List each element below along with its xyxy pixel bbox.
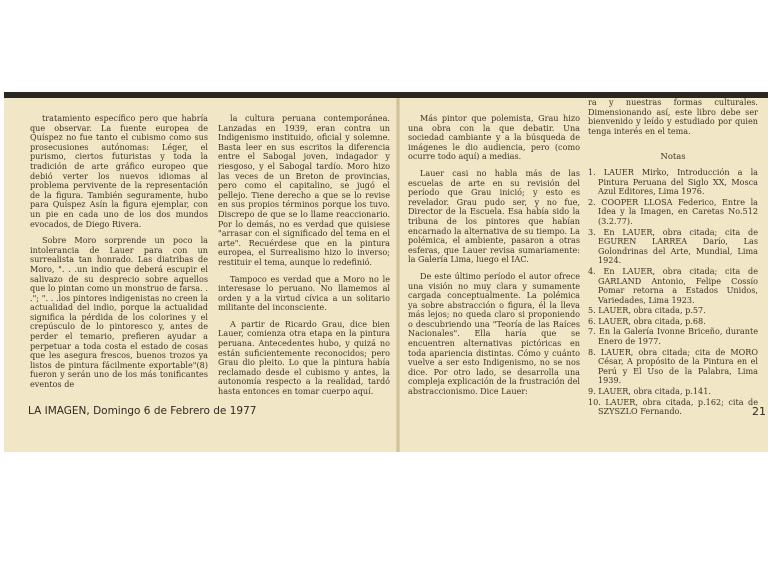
col2-paragraph: la cultura peruana contemporánea. Lanzadas en 1939, eran contra un Indigenismo instituido, oficial y solemne. Basta leer en sus escritos la diferencia entre el Sabogal joven, indagador y riesgoso, y el Sabogal tardío. Moro hizo las veces de un Breton de provincias, pero como el capitalino, se jugó el pellejo. Tiene derecho a que se lo revise en sus propios términos porque los tuvo. Discrepo de que se lo llame reaccionario. Por lo demás, no es verdad que quisiese "arrasar con el significado del tema en el arte". Recuérdese que en la pintura europea, el Surrealismo hizo lo inverso; restituir el tema, aunque lo redefinió. (218, 113, 390, 267)
col3-paragraph: Más pintor que polemista, Grau hizo una obra con la que debatir. Una sociedad cambiante y a la búsqueda de imágenes le dio audiencia, pero (como ocurre todo aquí) a medias. (408, 113, 580, 162)
col4-intro: ra y nuestras formas culturales. Dimensionando así, este libro debe ser bienvenido y leído y estudiado por quien tenga interés en el tema. (588, 97, 758, 136)
note-item: 6. LAUER, obra citada, p.68. (588, 315, 706, 326)
note-item: 9. LAUER, obra citada, p.141. (588, 386, 711, 397)
notes-title: Notas (660, 151, 686, 162)
page-fold (396, 98, 400, 452)
footer-publication-date: LA IMAGEN, Domingo 6 de Febrero de 1977 (28, 405, 257, 417)
note-item: 8. LAUER, obra citada; cita de MORO César, A propósito de la Pintura en el Perú y El Uso de la Palabra, Lima 1939. (588, 346, 758, 386)
col3-paragraph: De este último período el autor ofrece una visión no muy clara y sumamente cargada conceptualmente. La polémica ya sobre abstracción o figura, él la lleva más lejos; no queda claro si proponiendo o descubriendo una "Teoría de las Raíces Nacionales". Ella haría que se encuentren alternativas pictóricas en toda apariencia distintas. Cómo y cuánto vuelve a ser esto Indigenismo, no se nos dice. Por otro lado, se desarrolla una compleja explicación de la frustración del abstraccionismo. Dice Lauer: (408, 270, 580, 397)
col1-paragraph: Sobre Moro sorprende un poco la intolerancia de Lauer para con un surrealista tan honrado. Las diatribas de Moro, ". . .un indio que deberá escupir el salivazo de su desprecio sobre aquellos que lo pintan como un monstruo de farsa. . ."; ". . .los pintores indigenistas no creen la actualidad del indio, porque la actualidad significa la pérdida de los colorines y el crepúsculo de lo pintoresco y, antes de perder el temario, prefieren ayudar a perpetuar a toda costa el estado de cosas que les asegura frescos, buenos trozos ya listos de pintura fácilmente exportable"(8) fueron y serán uno de los más tonificantes eventos de (30, 235, 208, 390)
column-1 (30, 114, 208, 390)
note-item: 5. LAUER, obra citada, p.57. (588, 305, 706, 316)
col2-paragraph: A partir de Ricardo Grau, dice bien Lauer, comienza otra etapa en la pintura peruana. Antecedentes hubo, y quizá no están suficientemente reconocidos; pero Grau dio pleito. Lo que la pintura había reclamado desde el cubismo y antes, la autonomía respecto a la realidad, tardó hasta entonces en tomar cuerpo aquí. (218, 318, 390, 397)
newspaper-scan (4, 92, 768, 452)
column-4 (588, 98, 758, 418)
col1-paragraph: tratamiento específico pero que habría que observar. La fuente europea de Quíspez no fue tanto el cubismo como sus prosecusiones autónomas: Léger, el purismo, ciertos futuristas y toda la tradición de arte gráfico europeo que debió verter los nuevos idiomas al problema pervivente de la representación de la figura. También seguramente, hubo para Quíspez Asín la figura ejemplar, con un pie en cada uno de los dos mundos evocados, de Diego Rivera. (30, 113, 208, 229)
col3-paragraph: Lauer casi no habla más de las escuelas de arte en su revisión del período que Grau inició; y esto es revelador. Grau pudo ser, y no fue, Director de la Escuela. Esa había sido la tribuna de los pintores que habían encarnado la alternativa de su tiempo. La polémica, el ambiente, pasaron a otras esferas, que Lauer revisa sumariamente: la Galería Lima, luego el IAC. (408, 167, 580, 265)
note-item: 1. LAUER Mirko, Introducción a la Pintura Peruana del Siglo XX, Mosca Azul Editores, Lima 1976. (588, 166, 758, 197)
footer-page-number: 21 (752, 405, 766, 418)
column-3 (408, 114, 580, 397)
note-item: 10. LAUER, obra citada, p.162; cita de SZYSZLO Fernando. (588, 396, 758, 417)
note-item: 2. COOPER LLOSA Federico, Entre la Idea y la Imagen, en Caretas No.512 (3.2.77). (588, 196, 758, 226)
column-2 (218, 114, 390, 397)
col2-paragraph: Tampoco es verdad que a Moro no le interesase lo peruano. No llamemos al orden y a la virtud cívica a un solitario militante del inconsciente. (218, 273, 390, 313)
note-item: 7. En la Galería Ivonne Briceño, durante Enero de 1977. (588, 326, 758, 347)
note-item: 3. En LAUER, obra citada; cita de EGUREN LARREA Darío, Las Golondrinas del Arte, Mundial, Lima 1924. (588, 226, 758, 266)
note-item: 4. En LAUER, obra citada; cita de GARLAND Antonio, Felipe Cossío Pomar retorna a Estados Unidos, Variedades, Lima 1923. (588, 265, 758, 305)
